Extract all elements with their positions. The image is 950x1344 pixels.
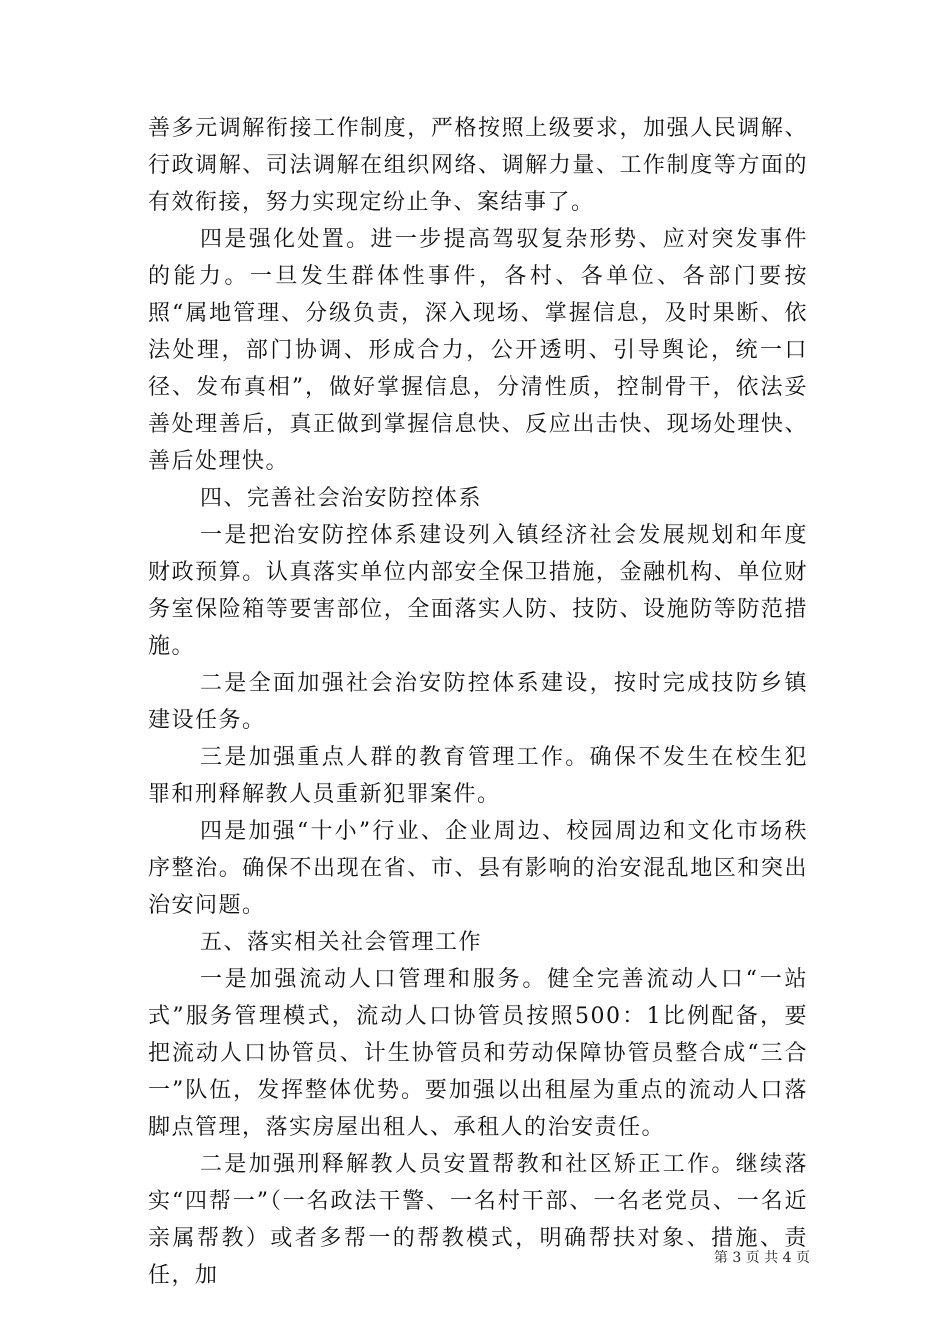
page-number: 第 3 页 共 4 页 (713, 1250, 810, 1266)
paragraph: 一是把治安防控体系建设列入镇经济社会发展规划和年度财政预算。认真落实单位内部安全保卫措施，金融机构、单位财务室保险箱等要害部位，全面落实人防、技防、设施防等防范措施。 (148, 523, 808, 659)
document-body (148, 110, 808, 1294)
paragraph: 三是加强重点人群的教育管理工作。确保不发生在校生犯罪和刑释解教人员重新犯罪案件。 (148, 745, 808, 807)
paragraph: 一是加强流动人口管理和服务。健全完善流动人口“一站式”服务管理模式，流动人口协管员按照500：1比例配备，要把流动人口协管员、计生协管员和劳动保障协管员整合成“三合一”队伍，发挥整体优势。要加强以出租屋为重点的流动人口落脚点管理，落实房屋出租人、承租人的治安责任。 (148, 967, 808, 1140)
section-heading: 四、完善社会治安防控体系 (200, 486, 483, 511)
paragraph: 四是强化处置。进一步提高驾驭复杂形势、应对突发事件的能力。一旦发生群体性事件，各村、各单位、各部门要按照“属地管理、分级负责，深入现场、掌握信息，及时果断、依法处理，部门协调、形成合力，公开透明、引导舆论，统一口径、发布真相”，做好掌握信息，分清性质，控制骨干，依法妥善处理善后，真正做到掌握信息快、反应出击快、现场处理快、善后处理快。 (148, 227, 808, 474)
paragraph: 善多元调解衔接工作制度，严格按照上级要求，加强人民调解、行政调解、司法调解在组织网络、调解力量、工作制度等方面的有效衔接，努力实现定纷止争、案结事了。 (148, 116, 808, 215)
section-heading: 五、落实相关社会管理工作 (200, 930, 483, 955)
paragraph: 四是加强“十小”行业、企业周边、校园周边和文化市场秩序整治。确保不出现在省、市、县有影响的治安混乱地区和突出治安问题。 (148, 819, 808, 918)
paragraph: 二是加强刑释解教人员安置帮教和社区矫正工作。继续落实“四帮一”（一名政法干警、一名村干部、一名老党员、一名近亲属帮教）或者多帮一的帮教模式，明确帮扶对象、措施、责任，加 (148, 1152, 808, 1288)
paragraph: 二是全面加强社会治安防控体系建设，按时完成技防乡镇建设任务。 (148, 671, 808, 733)
